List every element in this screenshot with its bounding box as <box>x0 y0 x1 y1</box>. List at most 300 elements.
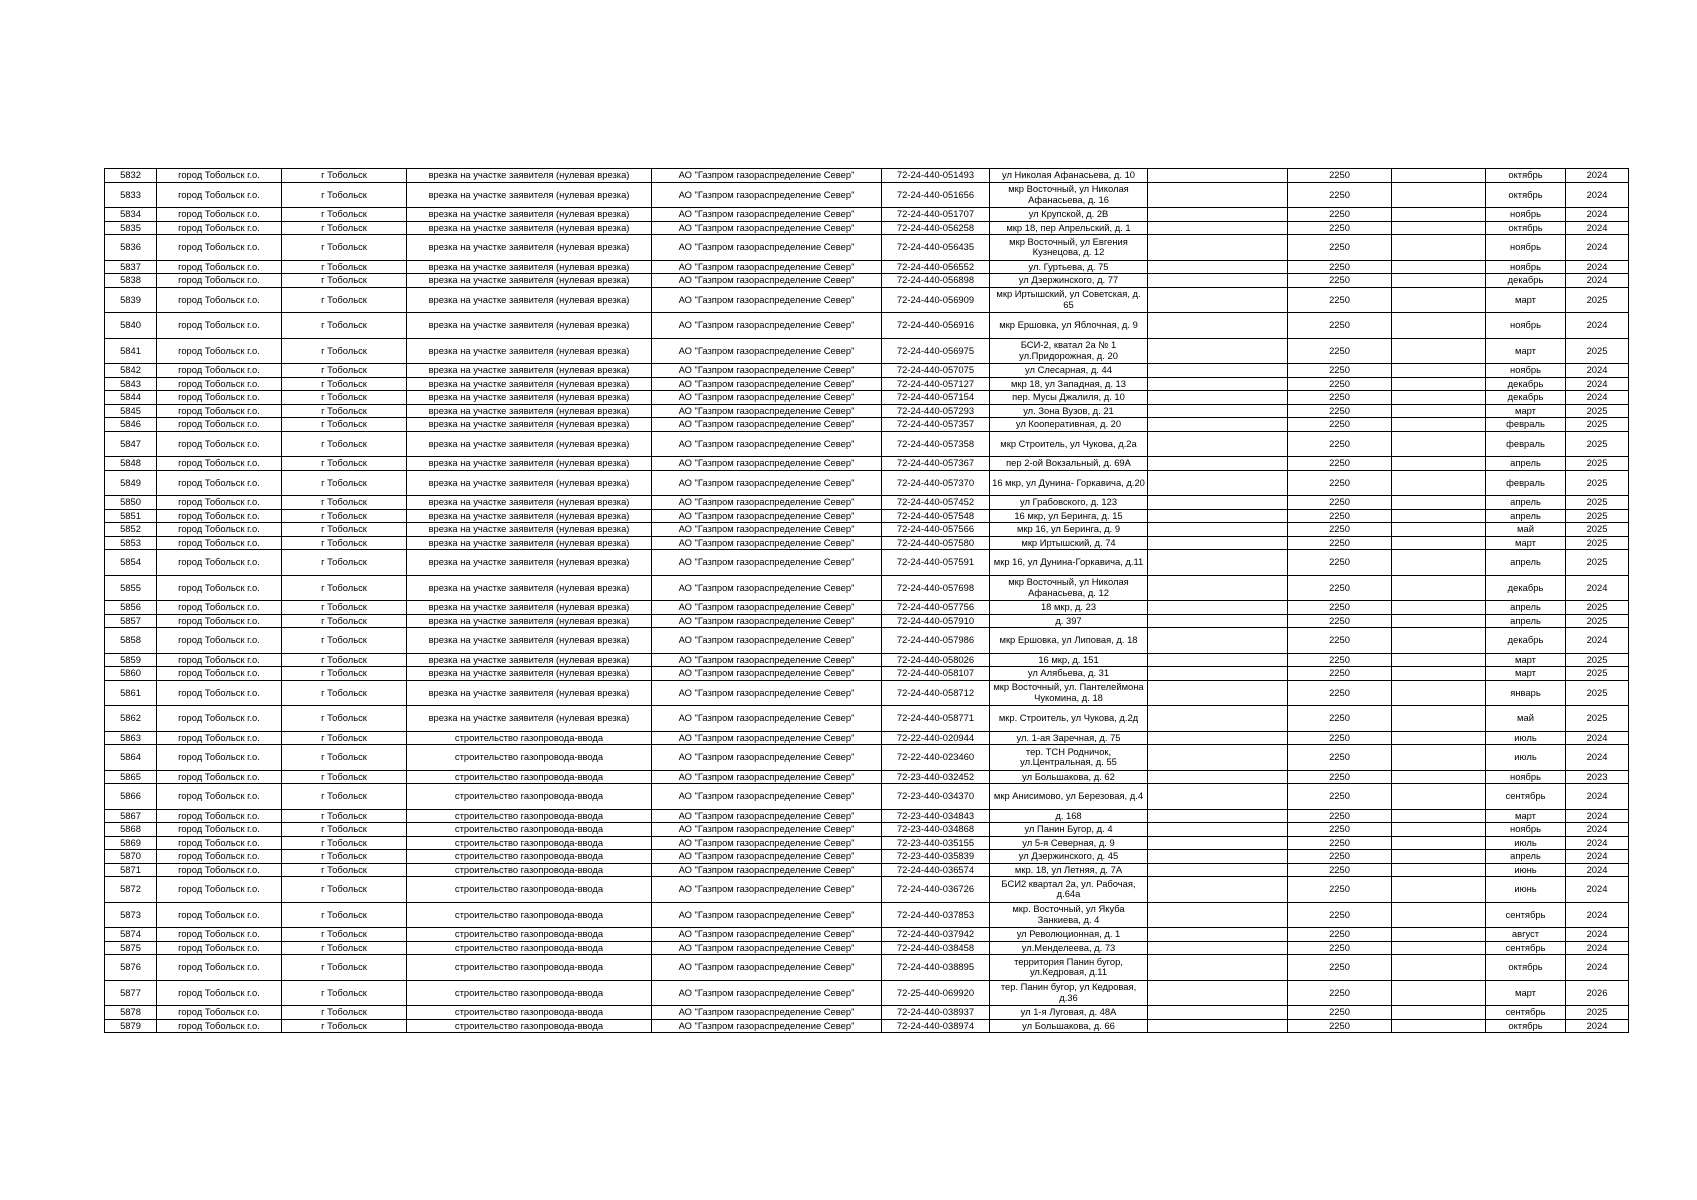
application-number-cell: 72-22-440-020944 <box>882 731 990 745</box>
address-cell: мкр. Восточный, ул Якуба Занкиева, д. 4 <box>990 902 1148 928</box>
address-cell: территория Панин бугор, ул.Кедровая, д.11 <box>990 955 1148 981</box>
organization-cell: АО "Газпром газораспределение Север" <box>652 536 882 550</box>
amount-cell: 2250 <box>1288 221 1392 235</box>
settlement-cell: г Тобольск <box>282 550 407 576</box>
municipality-cell: город Тобольск г.о. <box>157 208 282 222</box>
row-number-cell: 5879 <box>105 1019 157 1033</box>
municipality-cell: город Тобольск г.о. <box>157 509 282 523</box>
amount-cell: 2250 <box>1288 667 1392 681</box>
address-cell: 16 мкр, ул Беринга, д. 15 <box>990 509 1148 523</box>
municipality-cell: город Тобольск г.о. <box>157 470 282 496</box>
empty-cell-cell <box>1148 667 1288 681</box>
amount-cell: 2250 <box>1288 523 1392 537</box>
amount-cell: 2250 <box>1288 509 1392 523</box>
month-cell: сентябрь <box>1486 902 1566 928</box>
amount-cell: 2250 <box>1288 338 1392 364</box>
address-cell: БСИ-2, кватал 2а № 1 ул.Придорожная, д. 20 <box>990 338 1148 364</box>
settlement-cell: г Тобольск <box>282 877 407 903</box>
empty-cell-cell <box>1392 823 1486 837</box>
work-type-cell: врезка на участке заявителя (нулевая врезка) <box>407 287 652 313</box>
month-cell: сентябрь <box>1486 784 1566 810</box>
row-number-cell: 5846 <box>105 418 157 432</box>
amount-cell: 2250 <box>1288 470 1392 496</box>
organization-cell: АО "Газпром газораспределение Север" <box>652 509 882 523</box>
organization-cell: АО "Газпром газораспределение Север" <box>652 1006 882 1020</box>
application-number-cell: 72-24-440-057910 <box>882 614 990 628</box>
application-number-cell: 72-24-440-057367 <box>882 457 990 471</box>
address-cell: 18 мкр, д. 23 <box>990 601 1148 615</box>
application-number-cell: 72-24-440-056975 <box>882 338 990 364</box>
empty-cell-cell <box>1148 863 1288 877</box>
work-type-cell: строительство газопровода-ввода <box>407 809 652 823</box>
month-cell: сентябрь <box>1486 1006 1566 1020</box>
table-row <box>105 653 1629 667</box>
table-body <box>105 169 1629 1033</box>
empty-cell-cell <box>1392 338 1486 364</box>
municipality-cell: город Тобольск г.о. <box>157 313 282 339</box>
empty-cell-cell <box>1392 863 1486 877</box>
month-cell: январь <box>1486 680 1566 706</box>
month-cell: март <box>1486 980 1566 1006</box>
month-cell: декабрь <box>1486 391 1566 405</box>
table-row <box>105 770 1629 784</box>
address-cell: мкр Восточный, ул. Пантелеймона Чукомина, д. 18 <box>990 680 1148 706</box>
organization-cell: АО "Газпром газораспределение Север" <box>652 169 882 183</box>
organization-cell: АО "Газпром газораспределение Север" <box>652 877 882 903</box>
address-cell: мкр 18, пер Апрельский, д. 1 <box>990 221 1148 235</box>
settlement-cell: г Тобольск <box>282 509 407 523</box>
municipality-cell: город Тобольск г.о. <box>157 731 282 745</box>
organization-cell: АО "Газпром газораспределение Север" <box>652 731 882 745</box>
month-cell: октябрь <box>1486 221 1566 235</box>
row-number-cell: 5852 <box>105 523 157 537</box>
amount-cell: 2250 <box>1288 601 1392 615</box>
table-row <box>105 877 1629 903</box>
organization-cell: АО "Газпром газораспределение Север" <box>652 235 882 261</box>
table-row <box>105 260 1629 274</box>
amount-cell: 2250 <box>1288 731 1392 745</box>
organization-cell: АО "Газпром газораспределение Север" <box>652 745 882 771</box>
year-cell: 2024 <box>1566 809 1629 823</box>
organization-cell: АО "Газпром газораспределение Север" <box>652 928 882 942</box>
address-cell: д. 397 <box>990 614 1148 628</box>
settlement-cell: г Тобольск <box>282 364 407 378</box>
table-row <box>105 550 1629 576</box>
month-cell: апрель <box>1486 509 1566 523</box>
settlement-cell: г Тобольск <box>282 823 407 837</box>
municipality-cell: город Тобольск г.о. <box>157 575 282 601</box>
table-row <box>105 523 1629 537</box>
application-number-cell: 72-24-440-057293 <box>882 404 990 418</box>
municipality-cell: город Тобольск г.о. <box>157 667 282 681</box>
table-row <box>105 338 1629 364</box>
month-cell: ноябрь <box>1486 313 1566 339</box>
amount-cell: 2250 <box>1288 902 1392 928</box>
settlement-cell: г Тобольск <box>282 287 407 313</box>
municipality-cell: город Тобольск г.о. <box>157 391 282 405</box>
application-number-cell: 72-24-440-057154 <box>882 391 990 405</box>
work-type-cell: строительство газопровода-ввода <box>407 902 652 928</box>
amount-cell: 2250 <box>1288 836 1392 850</box>
organization-cell: АО "Газпром газораспределение Север" <box>652 364 882 378</box>
year-cell: 2024 <box>1566 313 1629 339</box>
address-cell: 16 мкр, д. 151 <box>990 653 1148 667</box>
organization-cell: АО "Газпром газораспределение Север" <box>652 601 882 615</box>
organization-cell: АО "Газпром газораспределение Север" <box>652 823 882 837</box>
row-number-cell: 5863 <box>105 731 157 745</box>
organization-cell: АО "Газпром газораспределение Север" <box>652 809 882 823</box>
work-type-cell: врезка на участке заявителя (нулевая врезка) <box>407 470 652 496</box>
application-number-cell: 72-24-440-051707 <box>882 208 990 222</box>
row-number-cell: 5847 <box>105 431 157 457</box>
row-number-cell: 5867 <box>105 809 157 823</box>
row-number-cell: 5851 <box>105 509 157 523</box>
month-cell: июнь <box>1486 863 1566 877</box>
empty-cell-cell <box>1148 287 1288 313</box>
year-cell: 2025 <box>1566 1006 1629 1020</box>
empty-cell-cell <box>1148 235 1288 261</box>
empty-cell-cell <box>1392 784 1486 810</box>
table-row <box>105 809 1629 823</box>
application-number-cell: 72-24-440-057698 <box>882 575 990 601</box>
settlement-cell: г Тобольск <box>282 457 407 471</box>
municipality-cell: город Тобольск г.о. <box>157 287 282 313</box>
empty-cell-cell <box>1148 836 1288 850</box>
municipality-cell: город Тобольск г.о. <box>157 182 282 208</box>
year-cell: 2026 <box>1566 980 1629 1006</box>
month-cell: март <box>1486 809 1566 823</box>
table-row <box>105 182 1629 208</box>
table-row <box>105 863 1629 877</box>
amount-cell: 2250 <box>1288 364 1392 378</box>
application-number-cell: 72-25-440-069920 <box>882 980 990 1006</box>
settlement-cell: г Тобольск <box>282 418 407 432</box>
amount-cell: 2250 <box>1288 784 1392 810</box>
table-row <box>105 509 1629 523</box>
empty-cell-cell <box>1148 377 1288 391</box>
year-cell: 2024 <box>1566 731 1629 745</box>
empty-cell-cell <box>1392 902 1486 928</box>
empty-cell-cell <box>1392 377 1486 391</box>
amount-cell: 2250 <box>1288 274 1392 288</box>
amount-cell: 2250 <box>1288 1019 1392 1033</box>
empty-cell-cell <box>1392 770 1486 784</box>
year-cell: 2024 <box>1566 628 1629 654</box>
municipality-cell: город Тобольск г.о. <box>157 1019 282 1033</box>
empty-cell-cell <box>1148 182 1288 208</box>
year-cell: 2025 <box>1566 404 1629 418</box>
work-type-cell: врезка на участке заявителя (нулевая врезка) <box>407 509 652 523</box>
table-row <box>105 980 1629 1006</box>
organization-cell: АО "Газпром газораспределение Север" <box>652 377 882 391</box>
empty-cell-cell <box>1148 496 1288 510</box>
organization-cell: АО "Газпром газораспределение Север" <box>652 850 882 864</box>
empty-cell-cell <box>1148 338 1288 364</box>
empty-cell-cell <box>1392 1006 1486 1020</box>
row-number-cell: 5843 <box>105 377 157 391</box>
year-cell: 2024 <box>1566 745 1629 771</box>
table-row <box>105 431 1629 457</box>
year-cell: 2024 <box>1566 364 1629 378</box>
amount-cell: 2250 <box>1288 1006 1392 1020</box>
empty-cell-cell <box>1392 836 1486 850</box>
row-number-cell: 5835 <box>105 221 157 235</box>
table-row <box>105 496 1629 510</box>
table-row <box>105 941 1629 955</box>
empty-cell-cell <box>1148 850 1288 864</box>
settlement-cell: г Тобольск <box>282 391 407 405</box>
organization-cell: АО "Газпром газораспределение Север" <box>652 313 882 339</box>
address-cell: БСИ2 квартал 2а, ул. Рабочая, д.64а <box>990 877 1148 903</box>
year-cell: 2023 <box>1566 770 1629 784</box>
address-cell: ул Крупской, д. 2В <box>990 208 1148 222</box>
month-cell: ноябрь <box>1486 235 1566 261</box>
work-type-cell: врезка на участке заявителя (нулевая врезка) <box>407 182 652 208</box>
work-type-cell: врезка на участке заявителя (нулевая врезка) <box>407 404 652 418</box>
empty-cell-cell <box>1392 680 1486 706</box>
organization-cell: АО "Газпром газораспределение Север" <box>652 628 882 654</box>
municipality-cell: город Тобольск г.о. <box>157 338 282 364</box>
settlement-cell: г Тобольск <box>282 404 407 418</box>
month-cell: ноябрь <box>1486 823 1566 837</box>
address-cell: мкр Ершовка, ул Яблочная, д. 9 <box>990 313 1148 339</box>
empty-cell-cell <box>1148 980 1288 1006</box>
empty-cell-cell <box>1148 784 1288 810</box>
work-type-cell: строительство газопровода-ввода <box>407 955 652 981</box>
work-type-cell: строительство газопровода-ввода <box>407 836 652 850</box>
address-cell: тер. Панин бугор, ул Кедровая, д.36 <box>990 980 1148 1006</box>
year-cell: 2024 <box>1566 575 1629 601</box>
application-number-cell: 72-24-440-057756 <box>882 601 990 615</box>
row-number-cell: 5838 <box>105 274 157 288</box>
organization-cell: АО "Газпром газораспределение Север" <box>652 260 882 274</box>
application-number-cell: 72-24-440-056898 <box>882 274 990 288</box>
empty-cell-cell <box>1148 404 1288 418</box>
settlement-cell: г Тобольск <box>282 208 407 222</box>
year-cell: 2025 <box>1566 614 1629 628</box>
work-type-cell: врезка на участке заявителя (нулевая врезка) <box>407 523 652 537</box>
empty-cell-cell <box>1148 364 1288 378</box>
organization-cell: АО "Газпром газораспределение Север" <box>652 980 882 1006</box>
month-cell: февраль <box>1486 418 1566 432</box>
work-type-cell: строительство газопровода-ввода <box>407 877 652 903</box>
amount-cell: 2250 <box>1288 182 1392 208</box>
work-type-cell: врезка на участке заявителя (нулевая врезка) <box>407 457 652 471</box>
application-number-cell: 72-23-440-035839 <box>882 850 990 864</box>
application-number-cell: 72-24-440-057566 <box>882 523 990 537</box>
municipality-cell: город Тобольск г.о. <box>157 850 282 864</box>
organization-cell: АО "Газпром газораспределение Север" <box>652 863 882 877</box>
row-number-cell: 5866 <box>105 784 157 810</box>
municipality-cell: город Тобольск г.о. <box>157 364 282 378</box>
month-cell: октябрь <box>1486 1019 1566 1033</box>
empty-cell-cell <box>1392 1019 1486 1033</box>
year-cell: 2025 <box>1566 431 1629 457</box>
empty-cell-cell <box>1392 418 1486 432</box>
municipality-cell: город Тобольск г.о. <box>157 169 282 183</box>
address-cell: ул Николая Афанасьева, д. 10 <box>990 169 1148 183</box>
work-type-cell: строительство газопровода-ввода <box>407 980 652 1006</box>
amount-cell: 2250 <box>1288 628 1392 654</box>
settlement-cell: г Тобольск <box>282 745 407 771</box>
settlement-cell: г Тобольск <box>282 928 407 942</box>
amount-cell: 2250 <box>1288 418 1392 432</box>
empty-cell-cell <box>1148 628 1288 654</box>
organization-cell: АО "Газпром газораспределение Север" <box>652 523 882 537</box>
year-cell: 2025 <box>1566 667 1629 681</box>
year-cell: 2024 <box>1566 235 1629 261</box>
row-number-cell: 5871 <box>105 863 157 877</box>
year-cell: 2025 <box>1566 680 1629 706</box>
organization-cell: АО "Газпром газораспределение Север" <box>652 614 882 628</box>
application-number-cell: 72-24-440-051656 <box>882 182 990 208</box>
settlement-cell: г Тобольск <box>282 1006 407 1020</box>
organization-cell: АО "Газпром газораспределение Север" <box>652 404 882 418</box>
month-cell: апрель <box>1486 614 1566 628</box>
table-row <box>105 628 1629 654</box>
work-type-cell: врезка на участке заявителя (нулевая врезка) <box>407 418 652 432</box>
month-cell: декабрь <box>1486 377 1566 391</box>
month-cell: июль <box>1486 836 1566 850</box>
municipality-cell: город Тобольск г.о. <box>157 784 282 810</box>
municipality-cell: город Тобольск г.о. <box>157 706 282 732</box>
table-row <box>105 235 1629 261</box>
table-row <box>105 418 1629 432</box>
organization-cell: АО "Газпром газораспределение Север" <box>652 221 882 235</box>
address-cell: мкр 16, ул Дунина-Горкавича, д.11 <box>990 550 1148 576</box>
application-number-cell: 72-24-440-057452 <box>882 496 990 510</box>
amount-cell: 2250 <box>1288 653 1392 667</box>
table-row <box>105 614 1629 628</box>
month-cell: ноябрь <box>1486 260 1566 274</box>
row-number-cell: 5862 <box>105 706 157 732</box>
address-cell: д. 168 <box>990 809 1148 823</box>
application-number-cell: 72-24-440-057548 <box>882 509 990 523</box>
row-number-cell: 5854 <box>105 550 157 576</box>
year-cell: 2025 <box>1566 338 1629 364</box>
month-cell: ноябрь <box>1486 770 1566 784</box>
organization-cell: АО "Газпром газораспределение Север" <box>652 941 882 955</box>
municipality-cell: город Тобольск г.о. <box>157 377 282 391</box>
organization-cell: АО "Газпром газораспределение Север" <box>652 955 882 981</box>
empty-cell-cell <box>1148 550 1288 576</box>
month-cell: май <box>1486 523 1566 537</box>
work-type-cell: врезка на участке заявителя (нулевая врезка) <box>407 208 652 222</box>
year-cell: 2025 <box>1566 653 1629 667</box>
empty-cell-cell <box>1392 509 1486 523</box>
settlement-cell: г Тобольск <box>282 731 407 745</box>
row-number-cell: 5833 <box>105 182 157 208</box>
table-row <box>105 575 1629 601</box>
month-cell: март <box>1486 338 1566 364</box>
year-cell: 2024 <box>1566 784 1629 810</box>
settlement-cell: г Тобольск <box>282 784 407 810</box>
settlement-cell: г Тобольск <box>282 628 407 654</box>
organization-cell: АО "Газпром газораспределение Север" <box>652 274 882 288</box>
amount-cell: 2250 <box>1288 404 1392 418</box>
address-cell: ул Большакова, д. 62 <box>990 770 1148 784</box>
work-type-cell: строительство газопровода-ввода <box>407 784 652 810</box>
address-cell: пер 2-ой Вокзальный, д. 69А <box>990 457 1148 471</box>
settlement-cell: г Тобольск <box>282 941 407 955</box>
month-cell: февраль <box>1486 470 1566 496</box>
empty-cell-cell <box>1392 260 1486 274</box>
settlement-cell: г Тобольск <box>282 313 407 339</box>
organization-cell: АО "Газпром газораспределение Север" <box>652 457 882 471</box>
organization-cell: АО "Газпром газораспределение Север" <box>652 208 882 222</box>
table-row <box>105 274 1629 288</box>
empty-cell-cell <box>1392 653 1486 667</box>
address-cell: ул Революционная, д. 1 <box>990 928 1148 942</box>
municipality-cell: город Тобольск г.о. <box>157 404 282 418</box>
work-type-cell: врезка на участке заявителя (нулевая врезка) <box>407 431 652 457</box>
application-number-cell: 72-24-440-057358 <box>882 431 990 457</box>
empty-cell-cell <box>1148 470 1288 496</box>
row-number-cell: 5844 <box>105 391 157 405</box>
municipality-cell: город Тобольск г.о. <box>157 1006 282 1020</box>
amount-cell: 2250 <box>1288 941 1392 955</box>
organization-cell: АО "Газпром газораспределение Север" <box>652 902 882 928</box>
empty-cell-cell <box>1148 680 1288 706</box>
empty-cell-cell <box>1148 274 1288 288</box>
amount-cell: 2250 <box>1288 235 1392 261</box>
row-number-cell: 5850 <box>105 496 157 510</box>
settlement-cell: г Тобольск <box>282 667 407 681</box>
work-type-cell: врезка на участке заявителя (нулевая врезка) <box>407 628 652 654</box>
amount-cell: 2250 <box>1288 823 1392 837</box>
settlement-cell: г Тобольск <box>282 338 407 364</box>
amount-cell: 2250 <box>1288 377 1392 391</box>
settlement-cell: г Тобольск <box>282 523 407 537</box>
organization-cell: АО "Газпром газораспределение Север" <box>652 470 882 496</box>
row-number-cell: 5872 <box>105 877 157 903</box>
work-type-cell: врезка на участке заявителя (нулевая врезка) <box>407 667 652 681</box>
empty-cell-cell <box>1392 536 1486 550</box>
table-row <box>105 836 1629 850</box>
amount-cell: 2250 <box>1288 550 1392 576</box>
row-number-cell: 5877 <box>105 980 157 1006</box>
table-row <box>105 784 1629 810</box>
municipality-cell: город Тобольск г.о. <box>157 614 282 628</box>
table-row <box>105 1019 1629 1033</box>
address-cell: мкр Строитель, ул Чукова, д.2а <box>990 431 1148 457</box>
municipality-cell: город Тобольск г.о. <box>157 809 282 823</box>
application-number-cell: 72-24-440-037853 <box>882 902 990 928</box>
address-cell: мкр Восточный, ул Евгения Кузнецова, д. 12 <box>990 235 1148 261</box>
empty-cell-cell <box>1148 509 1288 523</box>
empty-cell-cell <box>1392 706 1486 732</box>
row-number-cell: 5861 <box>105 680 157 706</box>
empty-cell-cell <box>1392 431 1486 457</box>
row-number-cell: 5870 <box>105 850 157 864</box>
empty-cell-cell <box>1148 902 1288 928</box>
empty-cell-cell <box>1392 208 1486 222</box>
address-cell: мкр Анисимово, ул Березовая, д.4 <box>990 784 1148 810</box>
work-type-cell: врезка на участке заявителя (нулевая врезка) <box>407 364 652 378</box>
empty-cell-cell <box>1392 628 1486 654</box>
year-cell: 2024 <box>1566 902 1629 928</box>
municipality-cell: город Тобольск г.о. <box>157 550 282 576</box>
work-type-cell: строительство газопровода-ввода <box>407 1019 652 1033</box>
amount-cell: 2250 <box>1288 850 1392 864</box>
empty-cell-cell <box>1392 955 1486 981</box>
month-cell: апрель <box>1486 457 1566 471</box>
settlement-cell: г Тобольск <box>282 770 407 784</box>
month-cell: декабрь <box>1486 628 1566 654</box>
empty-cell-cell <box>1392 850 1486 864</box>
empty-cell-cell <box>1148 260 1288 274</box>
municipality-cell: город Тобольск г.о. <box>157 902 282 928</box>
